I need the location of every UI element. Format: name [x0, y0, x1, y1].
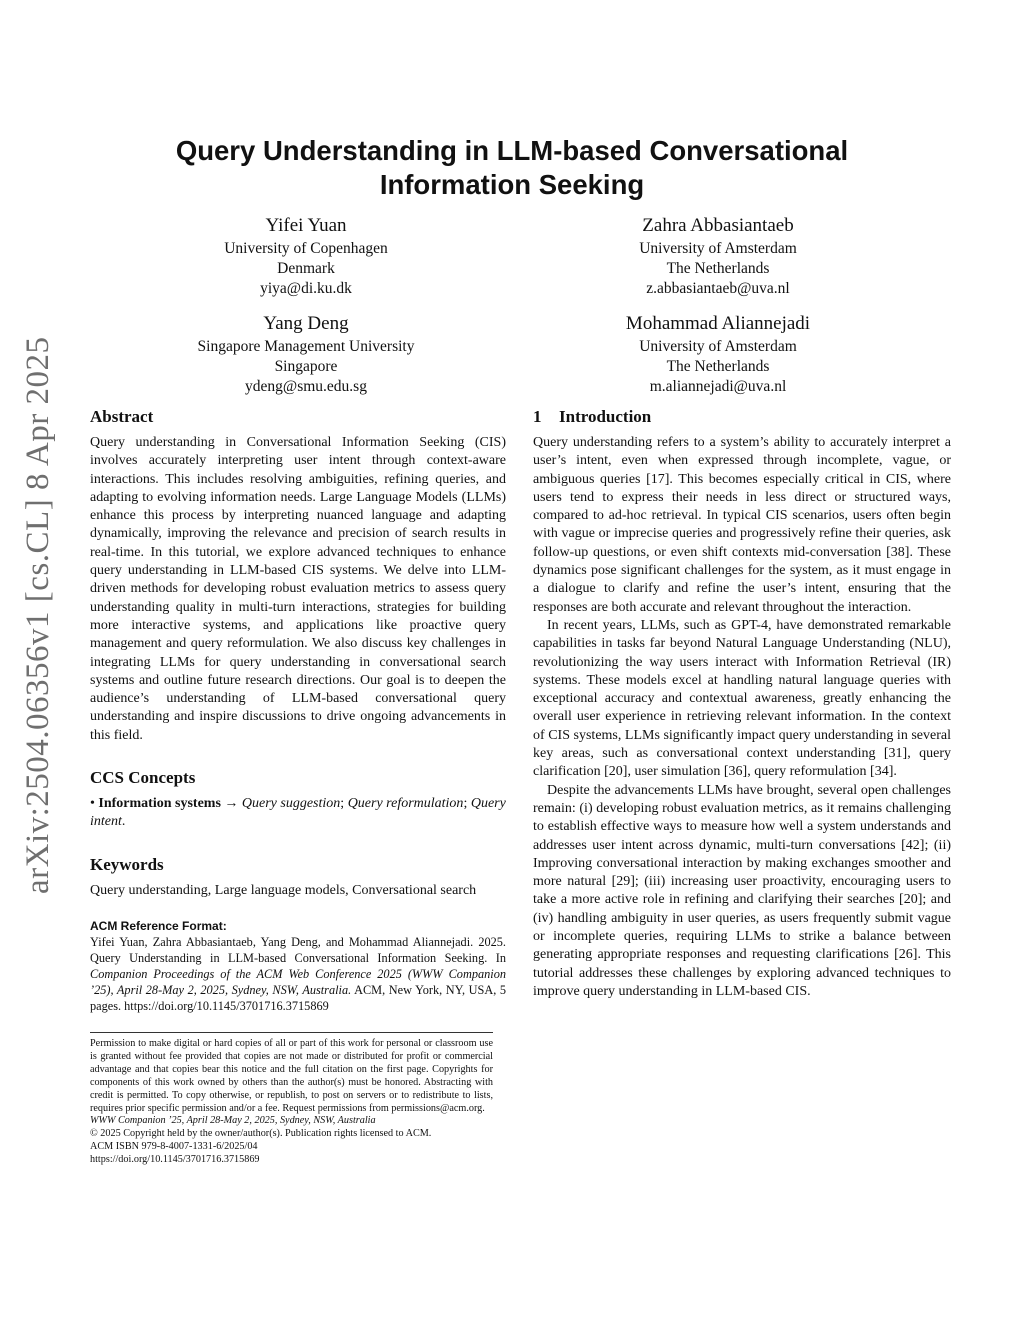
section-number: 1 [533, 407, 542, 426]
author-affiliation: University of Amsterdam [639, 240, 797, 257]
author-name: Yifei Yuan [265, 215, 347, 236]
reference-venue: Companion Proceedings of the ACM Web Conference 2025 (WWW Companion ’25), April 28-May 2, 2025, Sydney, NSW, Australia. [90, 966, 506, 997]
ccs-separator: ; [340, 796, 345, 812]
ccs-term: Query suggestion [241, 796, 341, 812]
author-country: The Netherlands [666, 260, 770, 277]
copyright-footnote [90, 1032, 493, 1167]
author-block [568, 311, 868, 397]
reference-publisher: ACM, New York, NY, USA, 5 pages. https://doi.org/10.1145/3701716.3715869 [90, 982, 506, 1013]
ccs-category: Information systems [98, 796, 221, 812]
author-block [156, 213, 456, 299]
abstract-text: Query understanding in Conversational Information Seeking (CIS) involves accurately interpreting user intent through context-aware interactions. This includes resolving ambiguities, refining queries, and adapting to evolving information needs. Large Language Models (LLMs) enhance this process by interpreting nuanced language and adapting dynamically, improving the relevance and precision of search results in real-time. In this tutorial, we explore advanced techniques to enhance query understanding in LLM-based CIS systems. We delve into LLM-driven methods for developing robust evaluation metrics to assess query understanding quality in multi-turn interactions, strategies for building more interactive systems, and applications like proactive query management and query reformulation. We also discuss key challenges in integrating LLMs for query understanding in conversational search systems and outline future research directions. Our goal is to deepen the audience’s understanding of LLM-based conversational query understanding and inspire discussions to drive ongoing advancements in this field. [90, 435, 506, 743]
paper-title: Query Understanding in LLM-based Conversational Information Seeking [175, 135, 849, 200]
intro-paragraph: In recent years, LLMs, such as GPT-4, have demonstrated remarkable capabilities in tasks far beyond Natural Language Understanding (NLU), revolutionizing the way users interact with Information Retrieval (IR) systems. These models excel at handling natural language queries with exceptional accuracy and contextual awareness, greatly enhancing the overall user experience in retrieving relevant information. In the context of CIS systems, LLMs significantly impact query understanding in several key areas, such as conversational context understanding [31], query clarification [20], user simulation [36], query reformulation [34]. [533, 617, 951, 780]
author-country: Denmark [277, 260, 335, 277]
right-column [533, 406, 951, 1001]
author-email: z.abbasiantaeb@uva.nl [646, 280, 790, 297]
intro-paragraph: Despite the advancements LLMs have brought, several open challenges remain: (i) developing robust evaluation metrics, as it remains challenging to establish effective ways to measure how well a system understands and addresses user intent across dynamic, multi-turn conversations [42]; (ii) Improving conversational interaction by making exchanges smoother and more natural [29]; (iii) increasing user proactivity, encouraging users to take a more active role in refining and clarifying their searches [20]; and (iv) handling ambiguity in user queries, as users frequently submit vague or incomplete queries, requiring LLMs to strike a balance between generating appropriate responses and requesting clarifications [26]. This tutorial addresses these challenges by exploring advanced techniques to improve query understanding in LLM-based CIS. [533, 782, 951, 999]
author-name: Yang Deng [263, 313, 349, 334]
copyright-line: © 2025 Copyright held by the owner/author(s). Publication rights licensed to ACM. [90, 1128, 432, 1140]
permission-notice: Permission to make digital or hard copies of all or part of this work for personal or classroom use is granted without fee provided that copies are not made or distributed for profit or commercial advantage and that copies bear this notice and the full citation on the first page. Copyrights for components of this work owned by others than the author(s) must be honored. Abstracting with credit is permitted. To copy otherwise, or republish, to post on servers or to redistribute to lists, requires prior specific permission and/or a fee. Request permissions from permissions@acm.org. [90, 1038, 493, 1114]
author-email: ydeng@smu.edu.sg [245, 378, 367, 395]
left-column [90, 406, 506, 1014]
author-affiliation: University of Amsterdam [639, 338, 797, 355]
ccs-separator: ; [463, 796, 468, 812]
ccs-term: Query reformulation [347, 796, 464, 812]
reference-format-heading: ACM Reference Format: [90, 918, 227, 933]
author-email: m.aliannejadi@uva.nl [649, 378, 787, 395]
ccs-end: . [121, 814, 126, 830]
isbn-line: ACM ISBN 979-8-4007-1331-6/2025/04 [90, 1141, 258, 1153]
keywords-text: Query understanding, Large language models, Conversational search [90, 882, 477, 898]
abstract-heading: Abstract [90, 407, 154, 426]
intro-paragraph: Query understanding refers to a system’s ability to accurately interpret a user’s intent, even when expressed through incomplete, vague, or ambiguous queries [17]. This becomes especially critical in CIS, where users tend to express their needs in less direct or structured ways, compared to ad-hoc retrieval. In typical CIS scenarios, users often begin with vague or imprecise queries and progressively refine their queries, ask follow-up questions, or even shift contexts mid-conversation [38]. These dynamics pose significant challenges for the system, as it must engage in a dialogue to clarify and refine the user’s intent, ensuring that the responses are both accurate and relevant throughout the interaction. [533, 435, 951, 615]
author-email: yiya@di.ku.dk [260, 280, 352, 297]
author-name: Zahra Abbasiantaeb [642, 215, 794, 236]
author-block [156, 311, 456, 397]
introduction-heading [533, 406, 951, 428]
reference-authors: Yifei Yuan, Zahra Abbasiantaeb, Yang Deng, and Mohammad Aliannejadi. 2025. Query Understanding in LLM-based Conversational Information Seeking. In [90, 934, 506, 965]
section-title: Introduction [559, 407, 652, 426]
author-block [568, 213, 868, 299]
author-country: The Netherlands [666, 358, 770, 375]
ccs-arrow: → [224, 796, 239, 812]
author-affiliation: Singapore Management University [197, 338, 415, 355]
arxiv-identifier-stamp: arXiv:2504.06356v1 [cs.CL] 8 Apr 2025 [20, 336, 56, 894]
footnote-venue: WWW Companion ’25, April 28-May 2, 2025, Sydney, NSW, Australia [90, 1115, 376, 1127]
author-affiliation: University of Copenhagen [224, 240, 388, 257]
doi-link[interactable]: https://doi.org/10.1145/3701716.3715869 [90, 1154, 260, 1166]
ccs-heading: CCS Concepts [90, 768, 196, 788]
keywords-heading: Keywords [90, 854, 164, 874]
author-country: Singapore [274, 358, 338, 375]
ccs-bullet: • [90, 796, 95, 812]
author-name: Mohammad Aliannejadi [625, 313, 811, 334]
ccs-concepts [90, 795, 506, 832]
ccs-term: Query intent [90, 796, 506, 830]
reference-format-text [90, 934, 506, 1014]
